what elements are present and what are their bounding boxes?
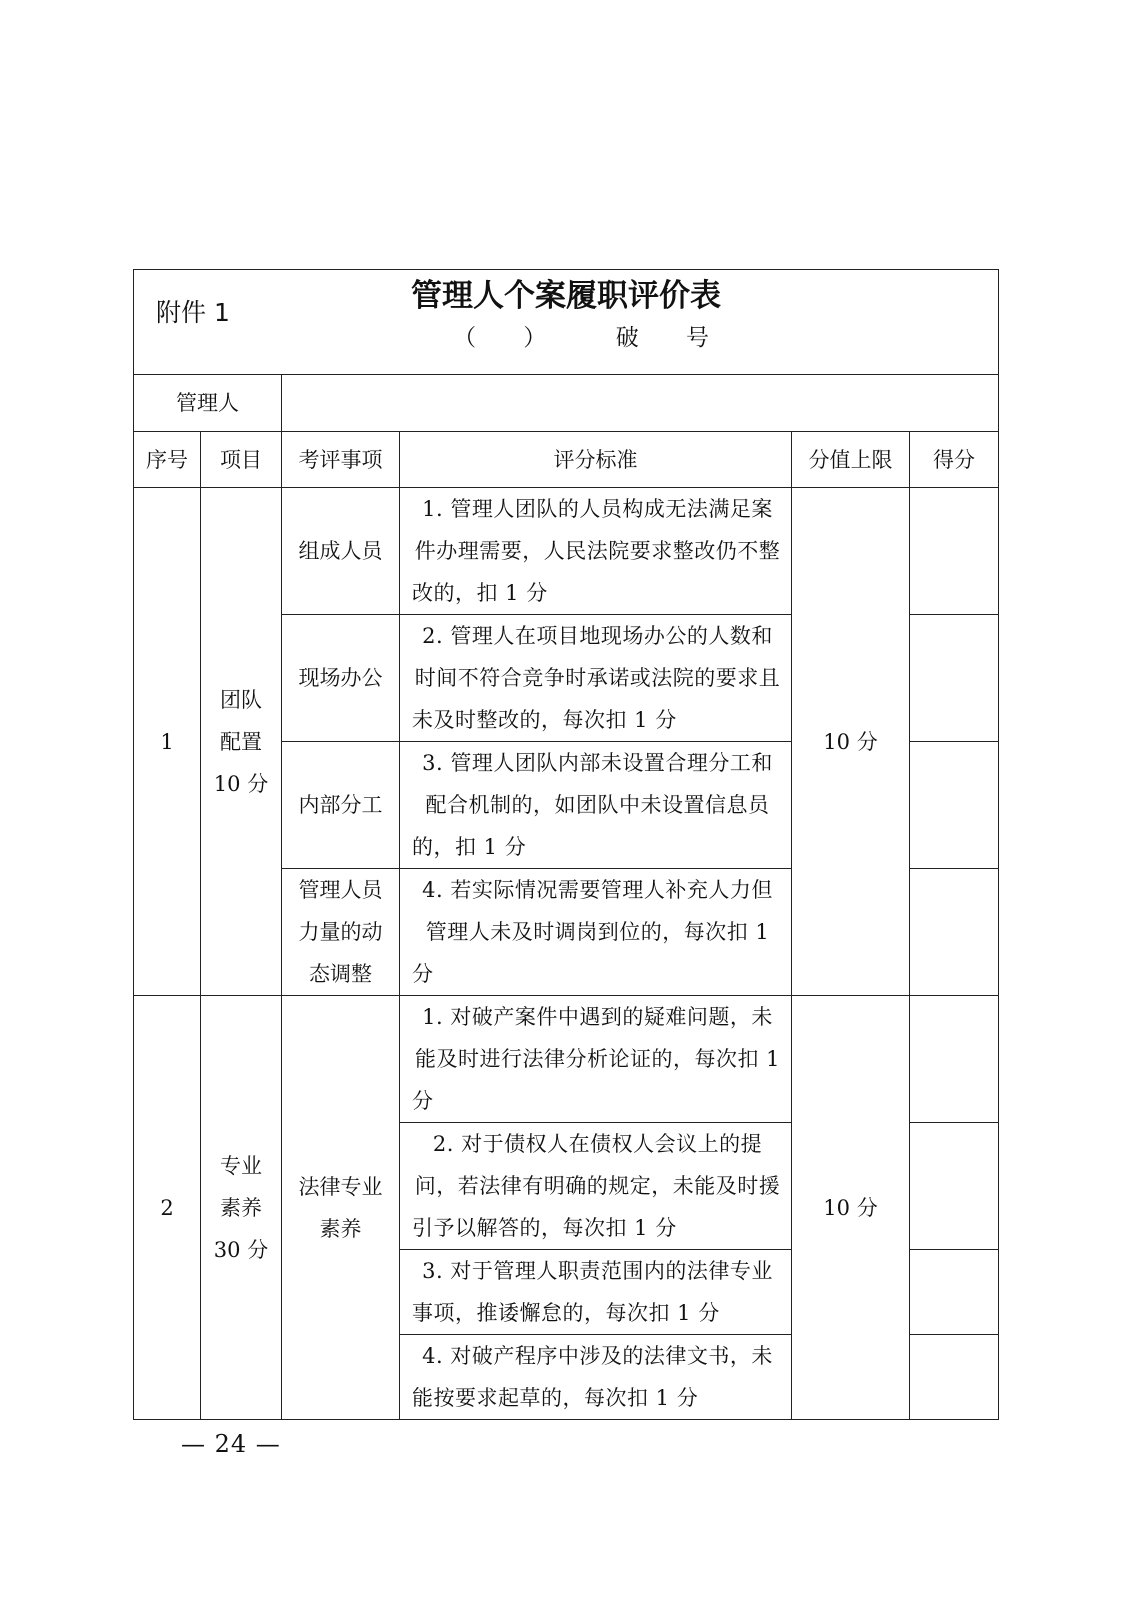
section-1-matter-1: 组成人员 (282, 488, 400, 615)
section-2-matter: 法律专业素养 (282, 996, 400, 1420)
section-1-item-line: 团队 (220, 687, 262, 712)
attachment-label: 附件 1 (156, 298, 230, 327)
page-number: — 24 — (181, 1430, 281, 1458)
section-1-criteria-1: 1. 管理人团队的人员构成无法满足案件办理需要，人民法院要求整改仍不整改的，扣 1 分 (400, 488, 792, 615)
section-1-score-4[interactable] (910, 869, 999, 996)
section-1-matter-3: 内部分工 (282, 742, 400, 869)
section-1-max: 10 分 (792, 488, 910, 996)
section-1-score-2[interactable] (910, 615, 999, 742)
section-1-seq: 1 (134, 488, 201, 996)
section-1-criteria-4: 4. 若实际情况需要管理人补充人力但管理人未及时调岗到位的，每次扣 1 分 (400, 869, 792, 996)
section-2-criteria-2: 2. 对于债权人在债权人会议上的提问，若法律有明确的规定，未能及时援引予以解答的，每次扣 1 分 (400, 1123, 792, 1250)
section-2-item-line: 专业 (220, 1153, 262, 1178)
col-header-max: 分值上限 (792, 432, 910, 488)
section-1-criteria-2: 2. 管理人在项目地现场办公的人数和时间不符合竞争时承诺或法院的要求且未及时整改的，每次扣 1 分 (400, 615, 792, 742)
document-title: 管理人个案履职评价表 (411, 278, 722, 314)
section-2-item (201, 996, 282, 1420)
section-2-max: 10 分 (792, 996, 910, 1420)
case-number-hao: 号 (686, 325, 709, 351)
section-2-score-4[interactable] (910, 1335, 999, 1420)
case-number-po: 破 (615, 325, 639, 351)
section-1-item (201, 488, 282, 996)
section-2-criteria-4: 4. 对破产程序中涉及的法律文书，未能按要求起草的，每次扣 1 分 (400, 1335, 792, 1420)
section-1-criteria-3: 3. 管理人团队内部未设置合理分工和配合机制的，如团队中未设置信息员的，扣 1 分 (400, 742, 792, 869)
evaluation-table (133, 269, 999, 1420)
case-number-open-paren: （ (453, 325, 477, 351)
section-1-item-line: 配置 (220, 729, 262, 754)
section-2-score-1[interactable] (910, 996, 999, 1123)
section-1-score-3[interactable] (910, 742, 999, 869)
section-1-item-line: 10 分 (213, 771, 269, 796)
table-header (134, 270, 999, 375)
section-2-score-3[interactable] (910, 1250, 999, 1335)
section-2-item-line: 30 分 (213, 1237, 269, 1262)
manager-label: 管理人 (134, 375, 282, 432)
section-1-matter-4: 管理人员力量的动态调整 (282, 869, 400, 996)
section-1-score-1[interactable] (910, 488, 999, 615)
section-2-seq: 2 (134, 996, 201, 1420)
col-header-criteria: 评分标准 (400, 432, 792, 488)
section-2-item-line: 素养 (220, 1195, 262, 1220)
col-header-item: 项目 (201, 432, 282, 488)
section-2-score-2[interactable] (910, 1123, 999, 1250)
section-2-criteria-1: 1. 对破产案件中遇到的疑难问题，未能及时进行法律分析论证的，每次扣 1 分 (400, 996, 792, 1123)
col-header-seq: 序号 (134, 432, 201, 488)
col-header-score: 得分 (910, 432, 999, 488)
case-number-close-paren: ） (523, 325, 547, 351)
case-number-line (134, 322, 998, 354)
manager-value-field[interactable] (282, 375, 999, 432)
section-1-matter-2: 现场办公 (282, 615, 400, 742)
section-2-criteria-3: 3. 对于管理人职责范围内的法律专业事项，推诿懈怠的，每次扣 1 分 (400, 1250, 792, 1335)
col-header-matter: 考评事项 (282, 432, 400, 488)
